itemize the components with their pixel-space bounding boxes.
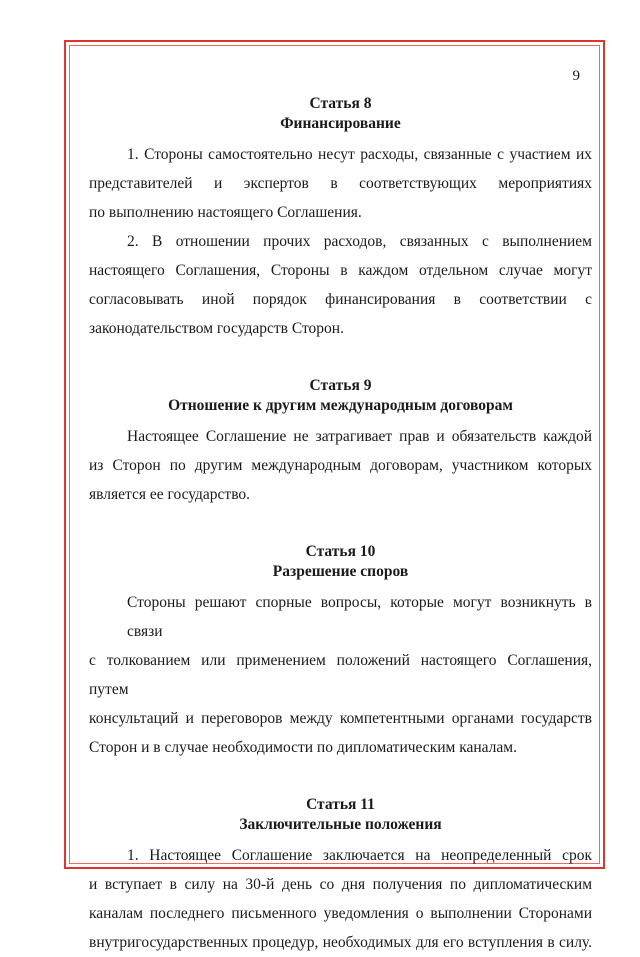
- paragraph-line: 1. Стороны самостоятельно несут расходы, связанные с участием их: [127, 146, 592, 163]
- article-10: [89, 542, 592, 762]
- paragraph-line: внутригосударственных процедур, необходимых для его вступления в силу.: [89, 934, 592, 951]
- paragraph-line: Настоящее Соглашение не затрагивает прав и обязательств каждой: [127, 428, 592, 445]
- article-number: Статья 9: [309, 377, 372, 394]
- paragraph-line: 1. Настоящее Соглашение заключается на неопределенный срок: [127, 847, 592, 864]
- paragraph-line: представителей и экспертов в соответствующих мероприятиях: [89, 175, 592, 192]
- paragraph-line: консультаций и переговоров между компетентными органами государств: [89, 710, 592, 727]
- article-number: Статья 11: [306, 796, 375, 813]
- paragraph-line: согласовывать иной порядок финансирования в соответствии с: [89, 291, 592, 308]
- paragraph: [89, 841, 592, 957]
- paragraph-line: законодательством государств Сторон.: [89, 320, 344, 337]
- article-number: Статья 8: [309, 95, 372, 112]
- article-title: Финансирование: [280, 115, 401, 132]
- paragraph-line: Сторон и в случае необходимости по дипломатическим каналам.: [89, 739, 517, 756]
- article-8: [89, 94, 592, 343]
- paragraph-line: является ее государство.: [89, 486, 251, 503]
- paragraph: [89, 140, 592, 227]
- paragraph-line: с толкованием или применением положений настоящего Соглашения, путем: [89, 652, 592, 698]
- paragraph-line: 2. В отношении прочих расходов, связанных с выполнением: [127, 233, 592, 250]
- paragraph-line: Стороны решают спорные вопросы, которые могут возникнуть в связи: [127, 594, 592, 640]
- article-title: Разрешение споров: [272, 563, 409, 580]
- page-number: 9: [572, 68, 580, 84]
- paragraph-line: по выполнению настоящего Соглашения.: [89, 204, 362, 221]
- paragraph-line: и вступает в силу на 30-й день со дня получения по дипломатическим: [89, 876, 592, 893]
- document-body: [89, 94, 592, 957]
- paragraph: [89, 588, 592, 762]
- paragraph-line: каналам последнего письменного уведомления о выполнении Сторонами: [89, 905, 592, 922]
- article-9: [89, 376, 592, 509]
- article-title: Заключительные положения: [239, 816, 442, 833]
- article-11: [89, 795, 592, 957]
- paragraph: [89, 227, 592, 343]
- paragraph-line: настоящего Соглашения, Стороны в каждом отдельном случае могут: [89, 262, 592, 279]
- article-title: Отношение к другим международным договорам: [168, 397, 513, 414]
- paragraph-line: из Сторон по другим международным договорам, участником которых: [89, 457, 592, 474]
- article-number: Статья 10: [305, 543, 376, 560]
- paragraph: [89, 422, 592, 509]
